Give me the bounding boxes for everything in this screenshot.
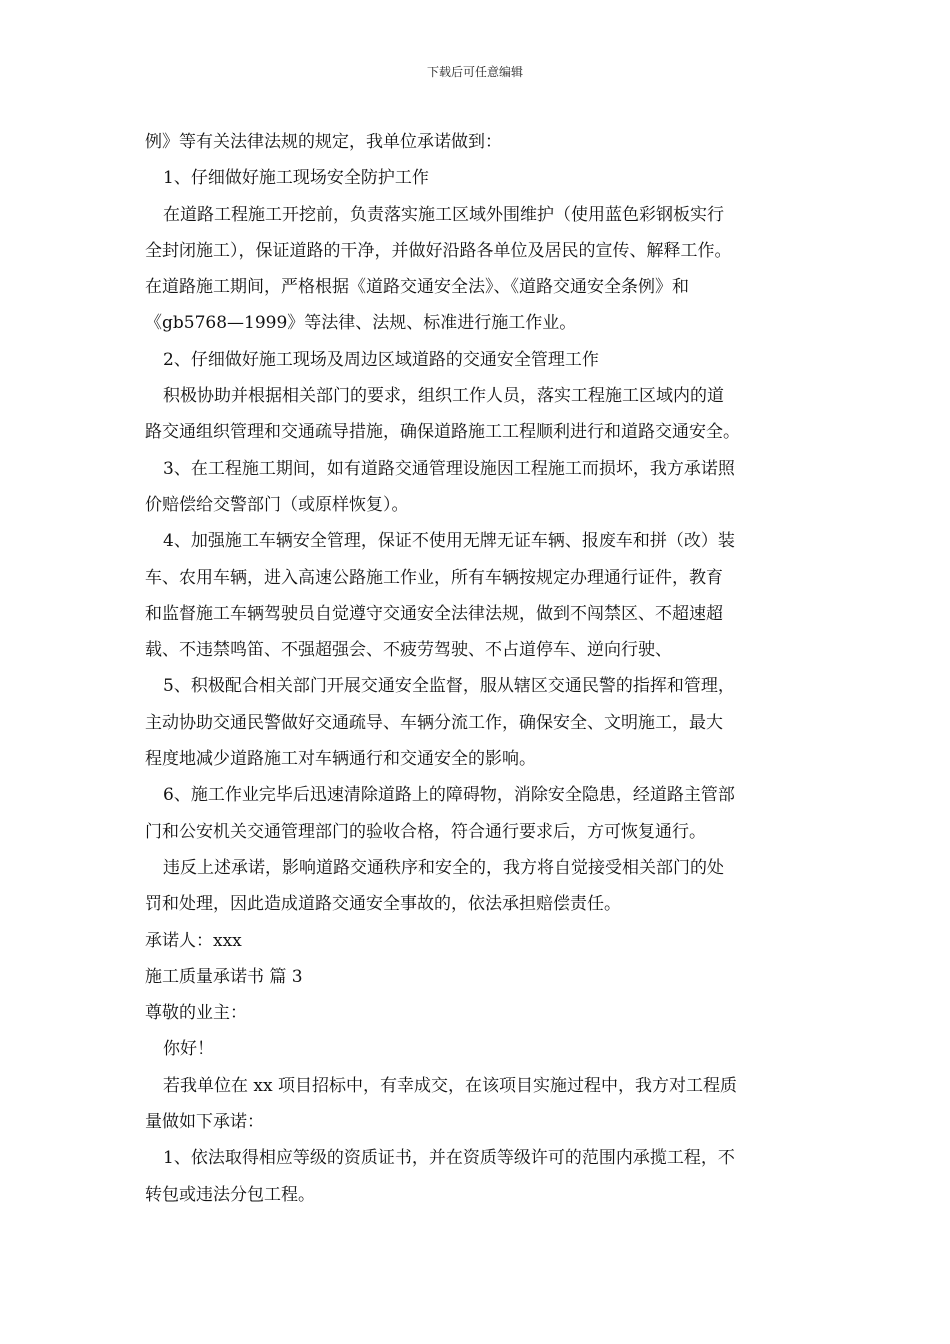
section-item-5: 5、积极配合相关部门开展交通安全监督，服从辖区交通民警的指挥和管理，: [163, 676, 735, 697]
body-line: 违反上述承诺，影响道路交通秩序和安全的，我方将自觉接受相关部门的处: [163, 857, 724, 878]
section-heading-1: 1、仔细做好施工现场安全防护工作: [163, 168, 429, 189]
body-line: 价赔偿给交警部门（或原样恢复）。: [145, 494, 409, 515]
body-line: 主动协助交通民警做好交通疏导、车辆分流工作，确保安全、文明施工，最大: [145, 712, 723, 733]
body-line: 若我单位在 xx 项目招标中，有幸成交，在该项目实施过程中，我方对工程质: [163, 1075, 737, 1096]
body-line: 量做如下承诺：: [145, 1112, 264, 1133]
document-body: [145, 124, 810, 1213]
body-line: 在道路施工期间，严格根据《道路交通安全法》、《道路交通安全条例》和: [145, 277, 689, 298]
section-item-3: 3、在工程施工期间，如有道路交通管理设施因工程施工而损坏，我方承诺照: [163, 458, 735, 479]
section-item-4: 4、加强施工车辆安全管理，保证不使用无牌无证车辆、报废车和拼（改）装: [163, 531, 735, 552]
body-line: 《gb5768—1999》等法律、法规、标准进行施工作业。: [145, 313, 577, 334]
section-item-6: 6、施工作业完毕后迅速清除道路上的障碍物，消除安全隐患，经道路主管部: [163, 785, 735, 806]
body-line: 全封闭施工），保证道路的干净，并做好沿路各单位及居民的宣传、解释工作。: [145, 240, 732, 261]
body-line: 罚和处理，因此造成道路交通安全事故的，依法承担赔偿责任。: [145, 894, 621, 915]
body-line: 和监督施工车辆驾驶员自觉遵守交通安全法律法规，做到不闯禁区、不超速超: [145, 603, 723, 624]
body-line: 在道路工程施工开挖前，负责落实施工区域外围维护（使用蓝色彩钢板实行: [163, 204, 724, 225]
body-line: 转包或违法分包工程。: [145, 1184, 315, 1205]
page-header-note: 下载后可任意编辑: [426, 65, 523, 79]
section-heading-2: 2、仔细做好施工现场及周边区域道路的交通安全管理工作: [163, 349, 599, 370]
signatory-line: 承诺人：xxx: [145, 930, 242, 951]
document-subtitle: 施工质量承诺书 篇 3: [145, 966, 303, 987]
body-line: 车、农用车辆，进入高速公路施工作业，所有车辆按规定办理通行证件，教育: [145, 567, 723, 588]
greeting: 你好！: [163, 1039, 214, 1060]
body-line: 积极协助并根据相关部门的要求，组织工作人员，落实工程施工区域内的道: [163, 386, 724, 407]
body-line: 程度地减少道路施工对车辆通行和交通安全的影响。: [145, 749, 536, 770]
body-line: 门和公安机关交通管理部门的验收合格，符合通行要求后，方可恢复通行。: [145, 821, 706, 842]
body-line: 路交通组织管理和交通疏导措施，确保道路施工工程顺利进行和道路交通安全。: [145, 422, 740, 443]
body-line: 例》等有关法律法规的规定，我单位承诺做到：: [145, 132, 502, 152]
section-item-1: 1、依法取得相应等级的资质证书，并在资质等级许可的范围内承揽工程，不: [163, 1148, 735, 1169]
salutation: 尊敬的业主：: [145, 1003, 247, 1024]
body-line: 载、不违禁鸣笛、不强超强会、不疲劳驾驶、不占道停车、逆向行驶、: [145, 640, 672, 661]
